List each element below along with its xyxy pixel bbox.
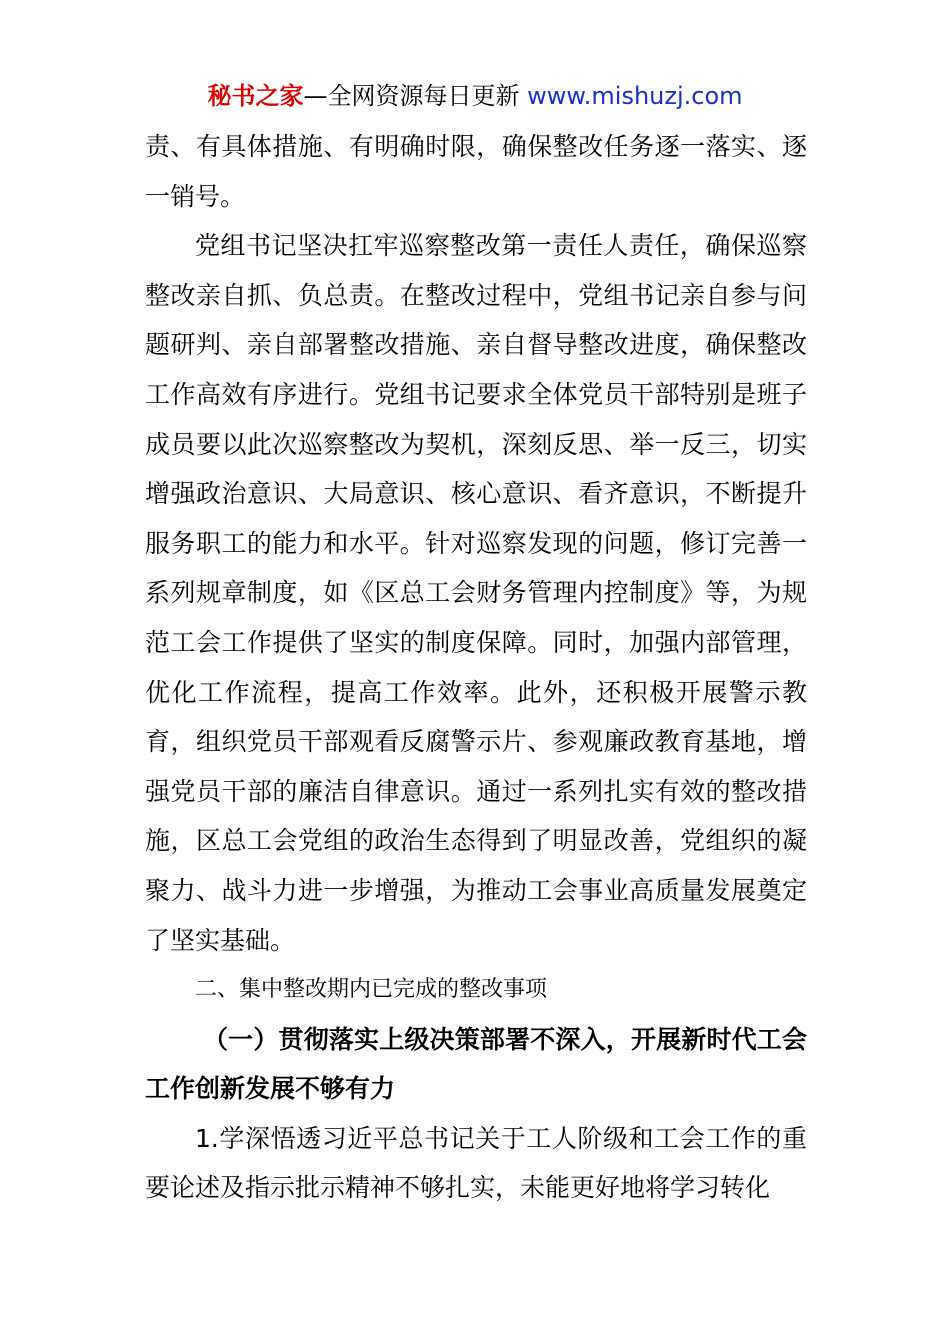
site-tagline: —全网资源每日更新 xyxy=(303,82,528,110)
site-header xyxy=(0,80,950,112)
paragraph-rectification-duty: 党组书记坚决扛牢巡察整改第一责任人责任，确保巡察整改亲自抓、负总责。在整改过程中，党组书记亲自参与问题研判、亲自部署整改措施、亲自督导整改进度，确保整改工作高效有序进行。党组书记要求全体党员干部特别是班子成员要以此次巡察整改为契机，深刻反思、举一反三，切实增强政治意识、大局意识、核心意识、看齐意识，不断提升服务职工的能力和水平。针对巡察发现的问题，修订完善一系列规章制度，如《区总工会财务管理内控制度》等，为规范工会工作提供了坚实的制度保障。同时，加强内部管理，优化工作流程，提高工作效率。此外，还积极开展警示教育，组织党员干部观看反腐警示片、参观廉政教育基地，增强党员干部的廉洁自律意识。通过一系列扎实有效的整改措施，区总工会党组的政治生态得到了明显改善，党组织的凝聚力、战斗力进一步增强，为推动工会事业高质量发展奠定了坚实基础。 xyxy=(145,231,807,955)
paragraph-continuation: 责、有具体措施、有明确时限，确保整改任务逐一落实、逐一销号。 xyxy=(145,132,807,211)
site-brand: 秘书之家 xyxy=(207,82,304,110)
subsection-title: （一）贯彻落实上级决策部署不深入，开展新时代工会工作创新发展不够有力 xyxy=(145,1024,807,1104)
section-title: 二、集中整改期内已完成的整改事项 xyxy=(195,977,548,1003)
document-body xyxy=(145,122,807,1213)
paragraph-item-1: 1.学深悟透习近平总书记关于工人阶级和工会工作的重要论述及指示批示精神不够扎实，未能更好地将学习转化 xyxy=(145,1123,807,1203)
site-url-link[interactable]: www.mishuzj.com xyxy=(527,82,743,110)
